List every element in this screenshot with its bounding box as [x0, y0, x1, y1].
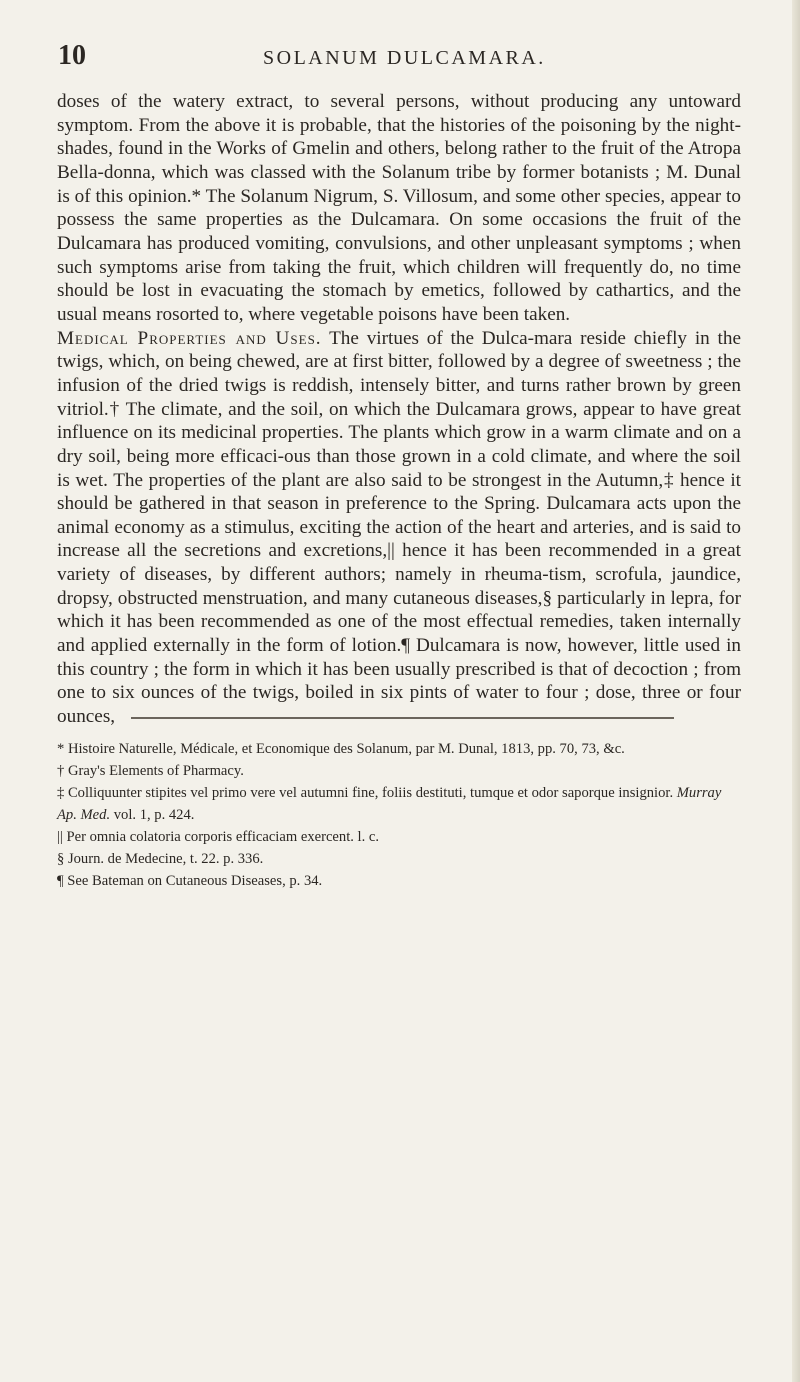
page-number: 10: [58, 40, 86, 71]
footnotes: [57, 738, 737, 892]
footnote-3-text: ‡ Colliquunter stipites vel primo vere vel autumni fine, foliis destituti, tumque et odor saporque insignior.: [57, 785, 674, 801]
body-text: [57, 90, 741, 729]
paragraph-2: [57, 327, 741, 729]
footnote-3-citation: Murray Ap. Med.: [57, 785, 722, 823]
paragraph-2-text: The virtues of the Dulca-mara reside chiefly in the twigs, which, on being chewed, are at first bitter, followed by a degree of sweetness ; the infusion of the dried twigs is reddish, intensely bitter, and turns rather brown by green vitriol.† The climate, and the soil, on which the Dulcamara grows, appear to have great influence on its medicinal properties. The plants which grow in a warm climate and on a dry soil, being more efficaci-ous than those grown in a cold climate, and where the soil is wet. The properties of the plant are also said to be strongest in the Autumn,‡ hence it should be gathered in that season in preference to the Spring. Dulcamara acts upon the animal economy as a stimulus, exciting the action of the heart and arteries, and is said to increase all the secretions and excretions,|| hence it has been recommended in a great variety of diseases, by different authors; namely in rheuma-tism, scrofula, jaundice, dropsy, obstructed menstruation, and many cutaneous diseases,§ particularly in lepra, for which it has been recommended as one of the most effectual remedies, taken internally and applied externally in the form of lotion.¶ Dulcamara is now, however, little used in this country ; the form in which it has been usually prescribed is that of decoction ; from one to six ounces of the twigs, boiled in six pints of water to four ; dose, three or four ounces,: [57, 327, 741, 728]
section-heading: Medical Properties and Uses.: [57, 327, 322, 349]
footnote-2: † Gray's Elements of Pharmacy.: [57, 763, 244, 779]
running-head: SOLANUM DULCAMARA.: [263, 47, 546, 69]
footnote-4: || Per omnia colatoria corporis efficaciam exercent. l. c.: [57, 829, 380, 845]
footnote-3: [57, 782, 737, 826]
footnote-3-citation-rest: vol. 1, p. 424.: [113, 807, 195, 823]
page-edge: [792, 0, 800, 1382]
footnote-6: ¶ See Bateman on Cutaneous Diseases, p. 34.: [57, 873, 323, 889]
footnote-rule: [131, 717, 674, 719]
page-header: [58, 40, 738, 74]
footnote-5: § Journ. de Medecine, t. 22. p. 336.: [57, 851, 264, 867]
paragraph-1: doses of the watery extract, to several persons, without producing any untoward symptom. From the above it is probable, that the histories of the poisoning by the night-shades, found in the Works of Gmelin and others, belong rather to the fruit of the Atropa Bella-donna, which was classed with the Solanum tribe by former botanists ; M. Dunal is of this opinion.* The Solanum Nigrum, S. Villosum, and some other species, appear to possess the same properties as the Dulcamara. On some occasions the fruit of the Dulcamara has produced vomiting, convulsions, and other unpleasant symptoms ; when such symptoms arise from taking the fruit, which children will frequently do, no time should be lost in evacuating the stomach by emetics, followed by cathartics, and the usual means rosorted to, where vegetable poisons have been taken.: [57, 91, 741, 325]
footnote-1: * Histoire Naturelle, Médicale, et Economique des Solanum, par M. Dunal, 1813, pp. 70, 73, &c.: [57, 741, 625, 757]
